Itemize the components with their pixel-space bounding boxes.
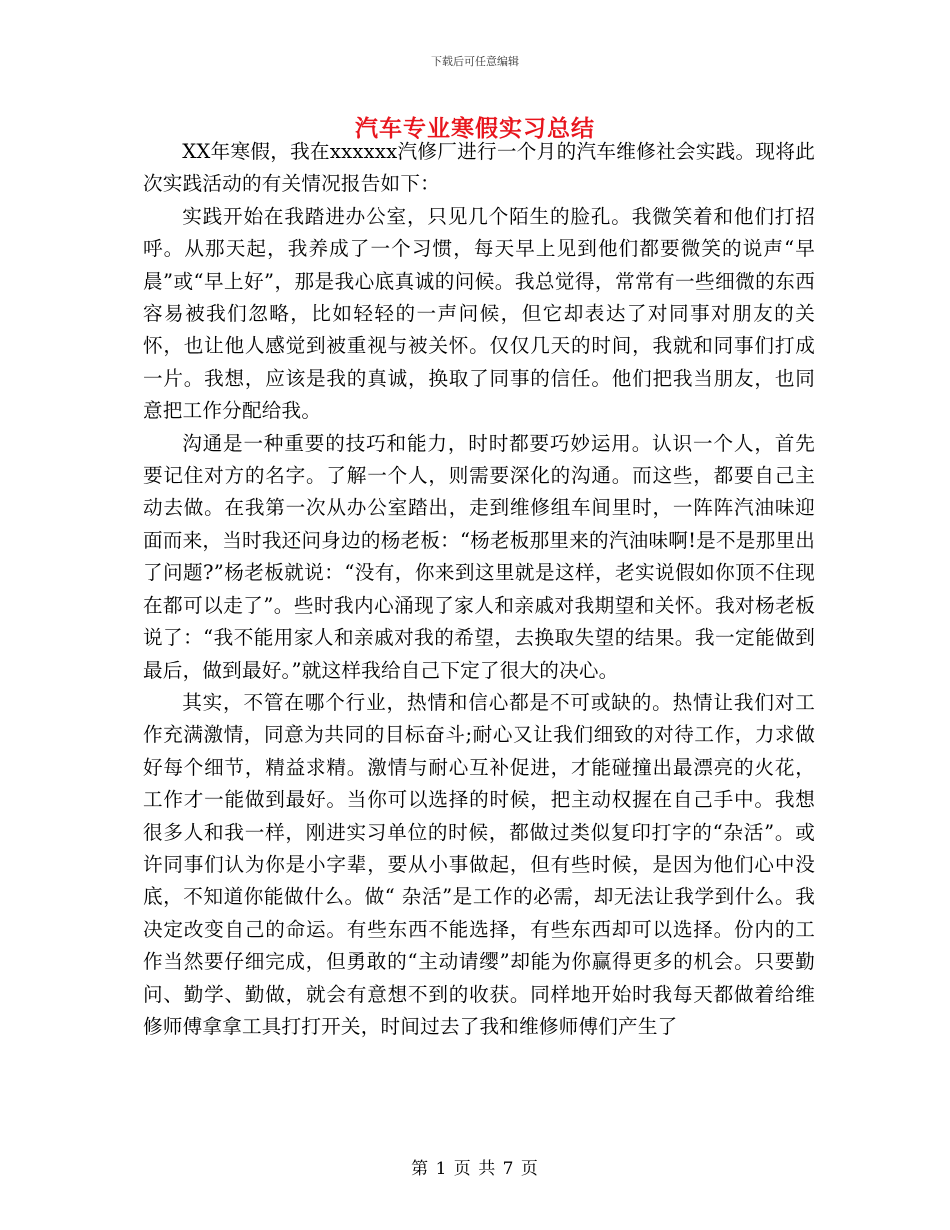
document-title: 汽车专业寒假实习总结 <box>355 115 595 142</box>
paragraph-enthusiasm: 其实，不管在哪个行业，热情和信心都是不可或缺的。热情让我们对工作充满激情，同意为共同的目标奋斗;耐心又让我们细致的对待工作，力求做好每个细节，精益求精。激情与耐心互补促进，才能碰撞出最漂亮的火花，工作才一能做到最好。当你可以选择的时候，把主动权握在自己手中。我想很多人和我一样，刚进实习单位的时候，都做过类似复印打字的“杂活”。或许同事们认为你是小字辈，要从小事做起，但有些时候，是因为他们心中没底，不知道你能做什么。做“ 杂活”是工作的必需，却无法让我学到什么。我决定改变自己的命运。有些东西不能选择，有些东西却可以选择。份内的工作当然要仔细完成，但勇敢的“主动请缨”却能为你赢得更多的机会。只要勤问、勤学、勤做，就会有意想不到的收获。同样地开始时我每天都做着给维修师傅拿拿工具打打开关，时间过去了我和维修师傅们产生了 <box>143 690 815 1038</box>
paragraph-greeting: 实践开始在我踏进办公室，只见几个陌生的脸孔。我微笑着和他们打招呼。从那天起，我养成了一个习惯，每天早上见到他们都要微笑的说声“早晨”或“早上好”，那是我心底真诚的问候。我总觉得，常常有一些细微的东西容易被我们忽略，比如轻轻的一声问候，但它却表达了对同事对朋友的关怀，也让他人感觉到被重视与被关怀。仅仅几天的时间，我就和同事们打成一片。我想，应该是我的真诚，换取了同事的信任。他们把我当朋友，也同意把工作分配给我。 <box>143 204 815 423</box>
document-body <box>143 136 815 1043</box>
paragraph-communication: 沟通是一种重要的技巧和能力，时时都要巧妙运用。认识一个人，首先要记住对方的名字。了解一个人，则需要深化的沟通。而这些，都要自己主动去做。在我第一次从办公室踏出，走到维修组车间里时，一阵阵汽油味迎面而来，当时我还问身边的杨老板：“杨老板那里来的汽油味啊!是不是那里出了问题?”杨老板就说：“没有，你来到这里就是这样，老实说假如你顶不住现在都可以走了”。些时我内心涌现了家人和亲戚对我期望和关怀。我对杨老板说了：“我不能用家人和亲戚对我的希望，去换取失望的结果。我一定能做到最后，做到最好。”就这样我给自己下定了很大的决心。 <box>143 431 815 682</box>
page-number-footer: 第 1 页 共 7 页 <box>411 1159 539 1179</box>
header-note: 下载后可任意编辑 <box>431 55 519 68</box>
paragraph-intro: XX年寒假，我在xxxxxx汽修厂进行一个月的汽车维修社会实践。现将此次实践活动的有关情况报告如下： <box>143 140 815 196</box>
